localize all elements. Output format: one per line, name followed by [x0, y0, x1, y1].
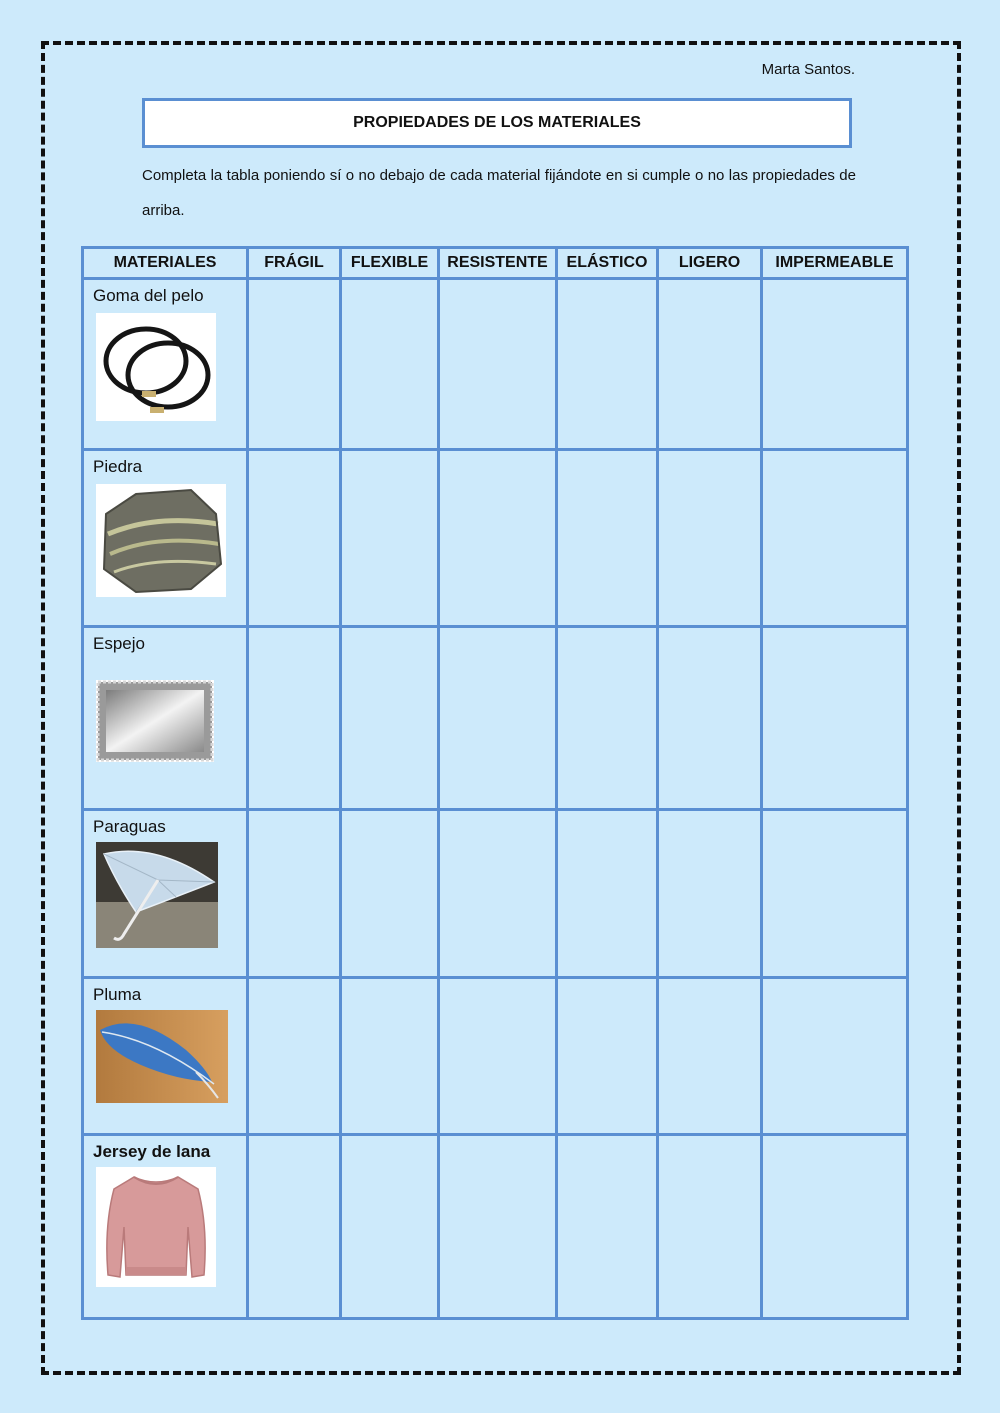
header-fragil: FRÁGIL [248, 248, 341, 279]
answer-cell[interactable] [248, 627, 341, 810]
answer-cell[interactable] [248, 1135, 341, 1319]
material-name: Goma del pelo [93, 286, 204, 305]
material-cell [83, 978, 248, 1135]
answer-cell[interactable] [248, 450, 341, 627]
material-cell [83, 627, 248, 810]
answer-cell[interactable] [341, 279, 439, 450]
header-row [83, 248, 908, 279]
header-materiales: MATERIALES [83, 248, 248, 279]
answer-cell[interactable] [341, 978, 439, 1135]
material-cell [83, 1135, 248, 1319]
feather-image [96, 1010, 228, 1103]
answer-cell[interactable] [658, 279, 762, 450]
answer-cell[interactable] [557, 450, 658, 627]
worksheet-title-text: PROPIEDADES DE LOS MATERIALES [353, 114, 641, 131]
answer-cell[interactable] [341, 627, 439, 810]
header-flexible: FLEXIBLE [341, 248, 439, 279]
material-cell [83, 810, 248, 978]
answer-cell[interactable] [762, 450, 908, 627]
material-name: Jersey de lana [93, 1142, 211, 1161]
answer-cell[interactable] [341, 450, 439, 627]
answer-cell[interactable] [341, 1135, 439, 1319]
answer-cell[interactable] [439, 627, 557, 810]
answer-cell[interactable] [658, 450, 762, 627]
answer-cell[interactable] [248, 810, 341, 978]
answer-cell[interactable] [557, 810, 658, 978]
answer-cell[interactable] [439, 1135, 557, 1319]
material-name: Pluma [93, 985, 142, 1004]
header-elastico: ELÁSTICO [557, 248, 658, 279]
umbrella-image [96, 842, 218, 948]
answer-cell[interactable] [762, 627, 908, 810]
answer-cell[interactable] [762, 978, 908, 1135]
material-name: Piedra [93, 457, 143, 476]
answer-cell[interactable] [439, 450, 557, 627]
hair-tie-image [96, 313, 216, 421]
material-name: Paraguas [93, 817, 166, 836]
header-resistente: RESISTENTE [439, 248, 557, 279]
answer-cell[interactable] [557, 627, 658, 810]
header-impermeable: IMPERMEABLE [762, 248, 908, 279]
stone-image [96, 484, 226, 597]
material-cell [83, 279, 248, 450]
answer-cell[interactable] [762, 1135, 908, 1319]
answer-cell[interactable] [762, 279, 908, 450]
answer-cell[interactable] [341, 810, 439, 978]
answer-cell[interactable] [762, 810, 908, 978]
mirror-image [96, 680, 214, 762]
answer-cell[interactable] [557, 279, 658, 450]
answer-cell[interactable] [658, 810, 762, 978]
table-row [83, 279, 908, 450]
answer-cell[interactable] [658, 1135, 762, 1319]
table-row [83, 978, 908, 1135]
table-row [83, 810, 908, 978]
answer-cell[interactable] [439, 279, 557, 450]
instructions-text: Completa la tabla poniendo sí o no debajo de cada material fijándote en si cumple o no las propiedades de arriba. [142, 167, 856, 219]
table-row [83, 627, 908, 810]
answer-cell[interactable] [658, 978, 762, 1135]
material-cell [83, 450, 248, 627]
worksheet-title [142, 98, 852, 148]
author-name: Marta Santos. [761, 61, 855, 78]
answer-cell[interactable] [557, 978, 658, 1135]
answer-cell[interactable] [248, 978, 341, 1135]
sweater-image [96, 1167, 216, 1287]
material-name: Espejo [93, 634, 145, 653]
table-row [83, 450, 908, 627]
answer-cell[interactable] [557, 1135, 658, 1319]
answer-cell[interactable] [248, 279, 341, 450]
answer-cell[interactable] [439, 810, 557, 978]
answer-cell[interactable] [439, 978, 557, 1135]
materials-table [81, 246, 909, 1320]
answer-cell[interactable] [658, 627, 762, 810]
table-row [83, 1135, 908, 1319]
header-ligero: LIGERO [658, 248, 762, 279]
